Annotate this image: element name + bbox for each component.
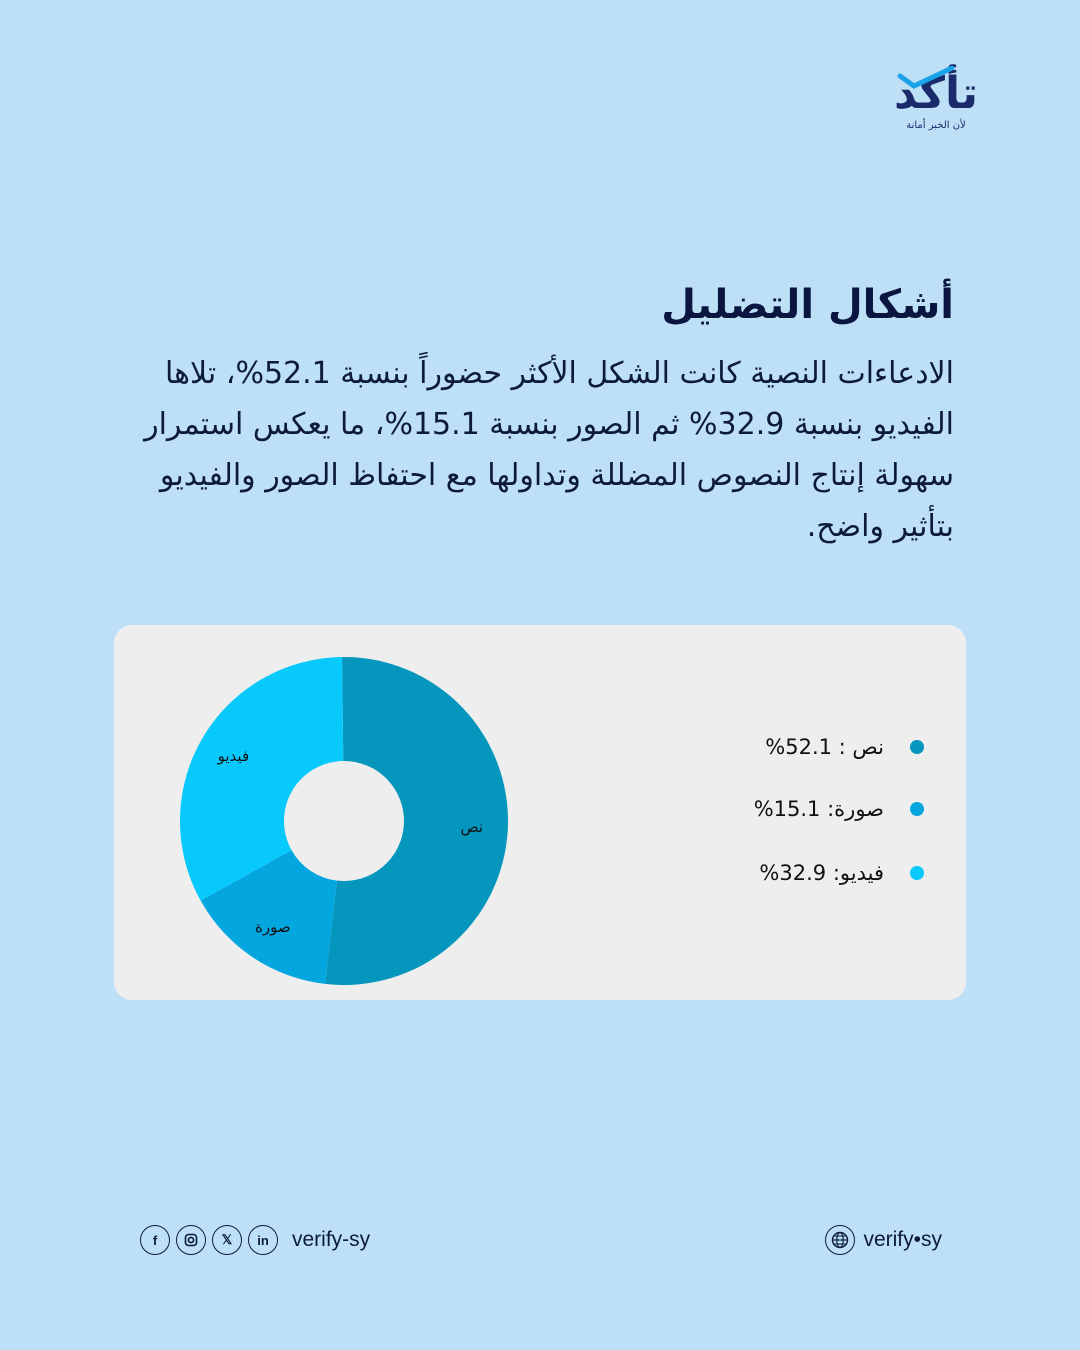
legend-label: فيديو: 32.9% xyxy=(759,861,884,885)
logo-text: تأكد xyxy=(893,68,979,119)
facebook-icon[interactable]: f xyxy=(140,1225,170,1255)
legend-dot xyxy=(910,740,924,754)
legend-item-image xyxy=(754,797,924,821)
brand-logo xyxy=(886,68,986,131)
description-paragraph: الادعاءات النصية كانت الشكل الأكثر حضوراً بنسبة 52.1%، تلاها الفيديو بنسبة 32.9% ثم الصور بنسبة 15.1%، ما يعكس استمرار سهولة إنتاج النصوص المضللة وتداولها مع احتفاظ الصور والفيديو بتأثير واضح. xyxy=(144,356,954,544)
logo-tagline: لأن الخبر أمانة xyxy=(906,120,966,131)
globe-icon xyxy=(825,1225,855,1255)
page-title: أشكال التضليل xyxy=(661,282,954,328)
slice-label: نص xyxy=(460,818,484,837)
legend-dot xyxy=(910,866,924,880)
legend-label: صورة: 15.1% xyxy=(753,797,884,821)
slice-label: فيديو xyxy=(217,747,250,766)
legend-item-text xyxy=(765,735,924,759)
checkmark-icon xyxy=(896,66,956,90)
chart-legend xyxy=(114,625,966,1000)
legend-dot xyxy=(910,802,924,816)
legend-item-video xyxy=(759,861,924,885)
website-text: verify•sy xyxy=(863,1228,942,1251)
slice-label: صورة xyxy=(254,917,291,936)
chart-card xyxy=(114,625,966,1000)
instagram-icon[interactable] xyxy=(176,1225,206,1255)
linkedin-icon[interactable]: in xyxy=(248,1225,278,1255)
legend-label: نص : 52.1% xyxy=(765,735,884,759)
social-handle[interactable]: verify-sy xyxy=(292,1228,371,1251)
footer xyxy=(0,1225,1080,1265)
social-links xyxy=(140,1225,370,1255)
x-icon[interactable]: 𝕏 xyxy=(212,1225,242,1255)
website-link[interactable] xyxy=(825,1225,942,1255)
